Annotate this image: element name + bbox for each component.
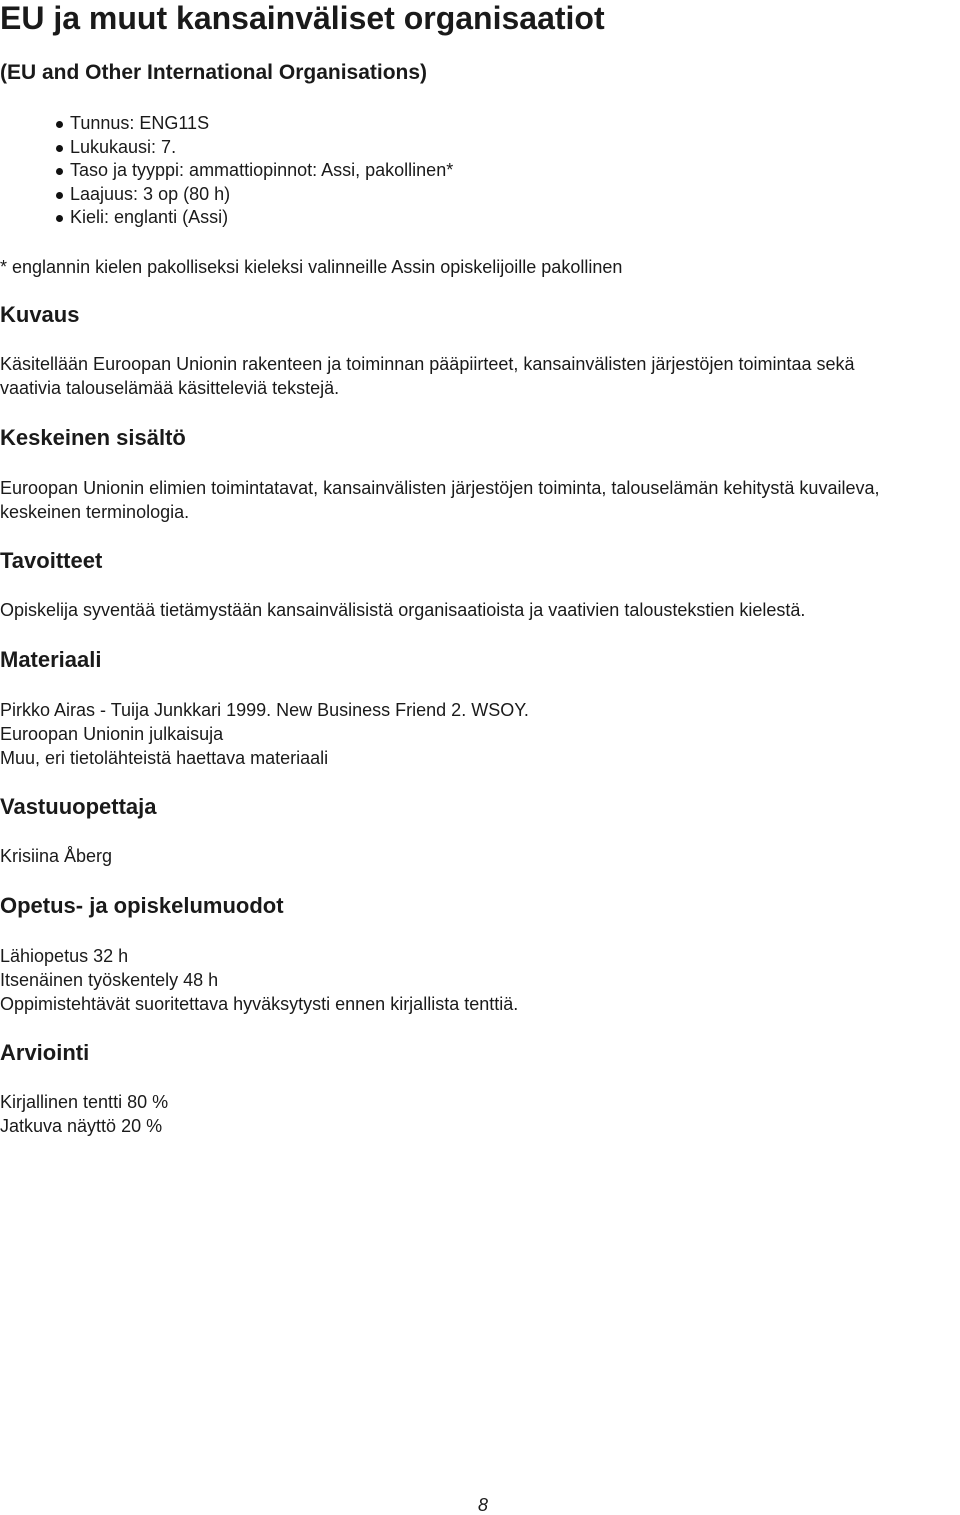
bullet-icon: [56, 168, 63, 175]
meta-item-label: Kieli: englanti (Assi): [70, 207, 229, 228]
meta-item-semester: [70, 136, 453, 160]
text-line: Muu, eri tietolähteistä haettava materiaali: [0, 748, 329, 768]
section-text-content: [0, 476, 879, 524]
footnote: * englannin kielen pakolliseksi kieleksi valinneille Assin opiskelijoille pakollinen: [0, 257, 623, 277]
meta-item-label: Lukukausi: 7.: [70, 136, 177, 157]
section-heading-teacher: Vastuuopettaja: [0, 794, 157, 819]
course-meta-list: [70, 112, 453, 230]
bullet-icon: [56, 215, 63, 222]
text-line: Kirjallinen tentti 80 %: [0, 1092, 169, 1112]
text-line: Pirkko Airas - Tuija Junkkari 1999. New Business Friend 2. WSOY.: [0, 700, 529, 720]
section-heading-description: Kuvaus: [0, 302, 80, 327]
meta-item-level: [70, 159, 453, 183]
text-line: Opiskelija syventää tietämystään kansainvälisistä organisaatioista ja vaativien taloustekstien kielestä.: [0, 600, 806, 620]
meta-item-scope: [70, 183, 453, 207]
bullet-icon: [56, 121, 63, 128]
text-line: keskeinen terminologia.: [0, 502, 190, 522]
meta-item-label: Taso ja tyyppi: ammattiopinnot: Assi, pakollinen*: [70, 160, 454, 181]
text-line: Itsenäinen työskentely 48 h: [0, 970, 219, 990]
text-line: Oppimistehtävät suoritettava hyväksytysti ennen kirjallista tenttiä.: [0, 994, 519, 1014]
section-text-goals: [0, 598, 805, 622]
section-heading-content: Keskeinen sisältö: [0, 425, 186, 450]
page-title: EU ja muut kansainväliset organisaatiot: [0, 0, 605, 36]
section-text-teacher: [0, 844, 112, 868]
section-text-material: [0, 698, 529, 770]
text-line: Krisiina Åberg: [0, 846, 113, 866]
page-subtitle: (EU and Other International Organisations): [0, 61, 428, 84]
text-line: Lähiopetus 32 h: [0, 946, 129, 966]
text-line: Käsitellään Euroopan Unionin rakenteen ja toiminnan pääpiirteet, kansainvälisten järjestöjen toimintaa sekä: [0, 354, 855, 374]
text-line: Jatkuva näyttö 20 %: [0, 1116, 163, 1136]
bullet-icon: [56, 192, 63, 199]
meta-item-label: Tunnus: ENG11S: [70, 113, 210, 133]
text-line: Euroopan Unionin elimien toimintatavat, kansainvälisten järjestöjen toiminta, talouselämän kehitystä kuvaileva,: [0, 478, 880, 498]
section-text-assessment: [0, 1090, 168, 1138]
meta-item-code: [70, 112, 453, 136]
meta-item-label: Laajuus: 3 op (80 h): [70, 183, 231, 204]
section-heading-assessment: Arviointi: [0, 1040, 90, 1065]
meta-item-language: [70, 206, 453, 230]
text-line: Euroopan Unionin julkaisuja: [0, 724, 224, 744]
section-heading-goals: Tavoitteet: [0, 548, 103, 573]
bullet-icon: [56, 145, 63, 152]
page-number: 8: [478, 1495, 489, 1515]
section-text-description: [0, 352, 855, 400]
text-line: vaativia talouselämää käsitteleviä tekstejä.: [0, 378, 340, 398]
section-heading-teaching-methods: Opetus- ja opiskelumuodot: [0, 893, 284, 918]
section-heading-material: Materiaali: [0, 647, 102, 672]
section-text-teaching-methods: [0, 944, 518, 1016]
